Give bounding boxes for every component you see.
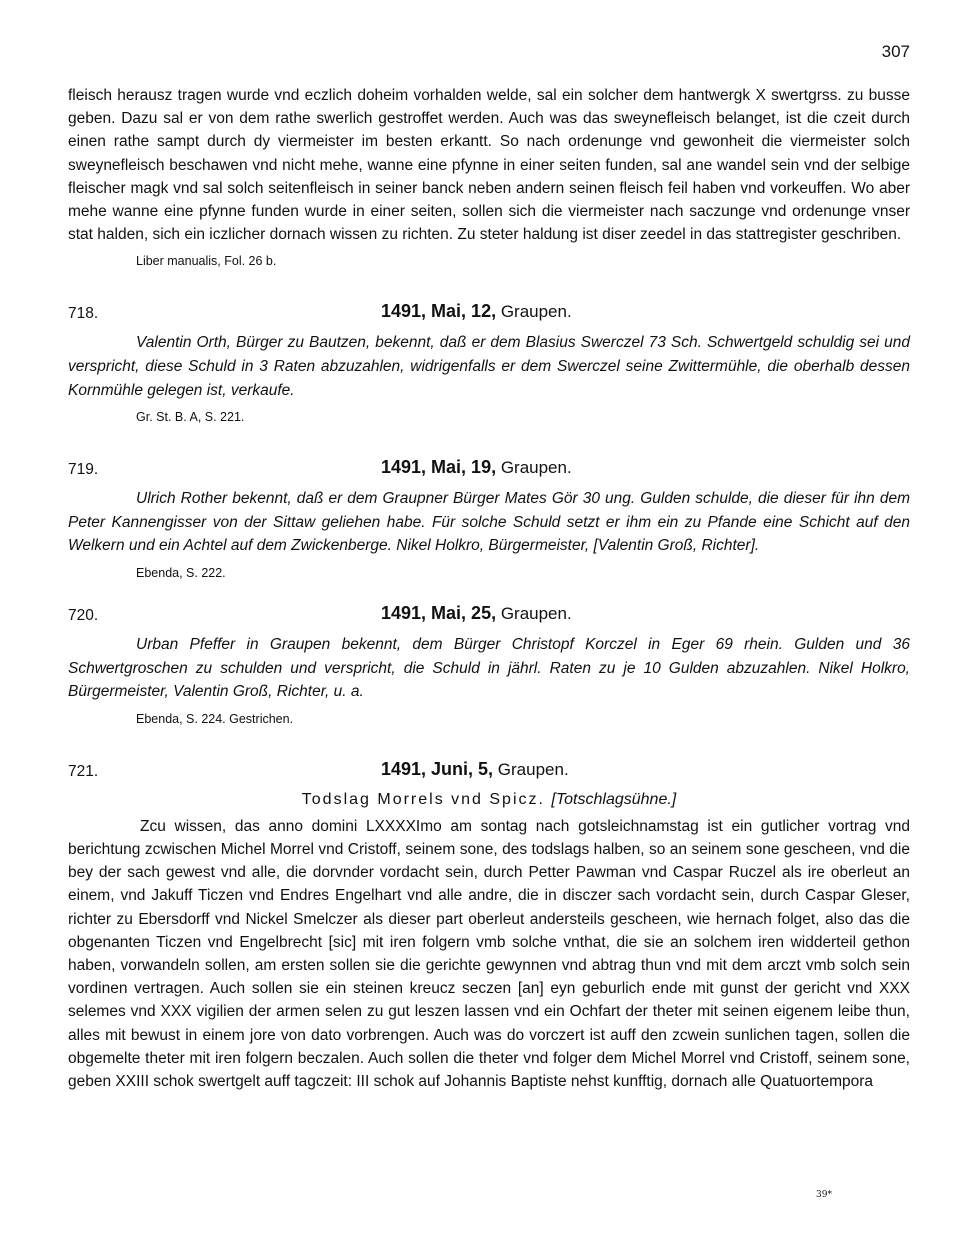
page-number: 307 xyxy=(881,42,910,61)
continuation-text: fleisch herausz tragen wurde vnd eczlich doheim vorhalden welde, sal ein solcher dem hantwergk X swertgrss. zu busse geben. Dazu sal er von dem rathe swerlich gestroffet werden. Auch was das sweynefleisch belanget, ist die czeit durch einen rathe sampt durch dy viermeister im besten erkantt. So nach ordenunge vnd gewonheit die viermeister solch sweynefleisch beschawen vnd nicht mehe, wanne eine pfynne in einer seiten funden, sal ane wandel sein vnd der selbige fleischer magk vnd sal solch seitenfleisch in seiner banck neben andern seinen fleisch feil haben vnd vorkeuffen. Wo aber mehe wanne eine pfynne funden wurde in einer seiten, sollen sich die viermeister nach saczunge vnd ordenunge vnser stat halden, sich ein iczlicher dornach wissen zu richten. Zu steter haldung ist diser zeedel in das stattregister geschriben. xyxy=(68,87,910,244)
entry-number: 720. xyxy=(68,606,99,624)
entry-date xyxy=(381,301,572,322)
document-title-note: [Totschlagsühne.] xyxy=(551,790,677,808)
source-citation: Ebenda, S. 224. Gestrichen. xyxy=(136,711,294,726)
entry-place: Graupen. xyxy=(500,603,572,623)
entry-date xyxy=(381,457,572,478)
entry-date-value: 1491, Mai, 19, xyxy=(381,457,497,478)
document-title-text: Todslag Morrels vnd Spicz. xyxy=(301,790,545,808)
source-citation: Ebenda, S. 222. xyxy=(136,565,226,580)
entry-regest: Ulrich Rother bekennt, daß er dem Graupner Bürger Mates Gör 30 ung. Gulden schulde, die dieser für ihn dem Peter Kannengisser von der Sittaw geliehen habe. Für solche Schuld setzt er ihm ein zu Pfande eine Schicht auf den Welkern und ein Achtel auf dem Zwickenberge. Nikel Holkro, Bürgermeister, [Valentin Groß, Richter]. xyxy=(68,490,910,555)
source-citation: Gr. St. B. A, S. 221. xyxy=(136,410,245,425)
entry-place: Graupen. xyxy=(497,759,569,779)
entry-header xyxy=(68,603,910,629)
page-body xyxy=(68,84,910,1093)
entry-date xyxy=(381,759,569,780)
document-title xyxy=(68,791,910,809)
entry-number: 721. xyxy=(68,762,99,780)
entry-number: 718. xyxy=(68,305,99,323)
entry-header xyxy=(68,759,910,785)
entry-header xyxy=(68,301,910,327)
entry-place: Graupen. xyxy=(500,302,572,322)
entry-header xyxy=(68,457,910,483)
entry-regest: Valentin Orth, Bürger zu Bautzen, bekennt, daß er dem Blasius Swerczel 73 Sch. Schwertgeld schuldig sei und verspricht, diese Schuld in 3 Raten abzuzahlen, widrigenfalls er dem Swerczel seine Zwittermühle, die oberhalb dessen Kornmühle gelegen ist, verkaufe. xyxy=(68,334,910,399)
signature-mark: 39* xyxy=(816,1190,832,1200)
entry-date-value: 1491, Mai, 25, xyxy=(381,602,497,623)
entry-date-value: 1491, Mai, 12, xyxy=(381,301,497,322)
entry-date-value: 1491, Juni, 5, xyxy=(381,758,494,779)
entry-number: 719. xyxy=(68,461,99,479)
entry-date xyxy=(381,603,572,624)
entry-regest: Urban Pfeffer in Graupen bekennt, dem Bürger Christopf Korczel in Eger 69 rhein. Gulden und 36 Schwertgroschen zu schulden und verspricht, die Schuld in jährl. Raten zu je 10 Gulden abzuzahlen. Nikel Holkro, Bürgermeister, Valentin Groß, Richter, u. a. xyxy=(68,635,910,701)
entry-place: Graupen. xyxy=(500,458,572,478)
source-citation: Liber manualis, Fol. 26 b. xyxy=(136,254,277,269)
document-text: Zcu wissen, das anno domini LXXXXImo am sontag nach gotsleichnamstag ist ein gutlicher vortrag vnd berichtung zcwischen Michel Morrel vnd Cristoff, seinem sone, des todslags halben, so an seinem sone gescheen, vnd die bey der sach gewest vnd alle, die dorvnder vordacht sein, durch Petter Pawman vnd Caspar Ruczel als ire oberleut an einem, vnd Jakuff Ticzen vnd Endres Engelhart vnd alle andre, die in disczer sach vordacht sein, durch Caspar Gleser, richter zu Ebersdorff vnd Nickel Smelczer als dieser part oberleut andersteils gescheen, wie hernach folget, also das die obgenanten Ticzen vnd Engelbrecht [sic] mit iren folgern vmb solche vnthat, die sie an solchem iren widderteil gethon haben, vorwandeln sollen, am ersten sollen sie die gerichte gewynnen vnd abtrag thun vnd mit dem arczt vmb solch sein vordinen vertragen. Auch sollen sie ein steinen kreucz seczen [an] eyn geburlich ende mit gunst der gericht vnd XXX selemes vnd XXX vigilien der armen selen zu gut leszen lassen vnd ein Ochfart der theter mit seinen eigenem leibe thun, alles mit bewust in einem jore von dato vorbrengen. Auch was do vorczert ist auff den zcwein sunlichen tagen, sollen die obgemelte theter mit iren folgern beczalen. Auch sollen die theter vnd folger dem Michel Morrel vnd Cristoff, seinem sone, geben XXIII schok swertgelt auff tagczeit: III schok auf Johannis Baptiste nehst kunfftig, dornach alle Quatuortempora xyxy=(68,817,910,1090)
